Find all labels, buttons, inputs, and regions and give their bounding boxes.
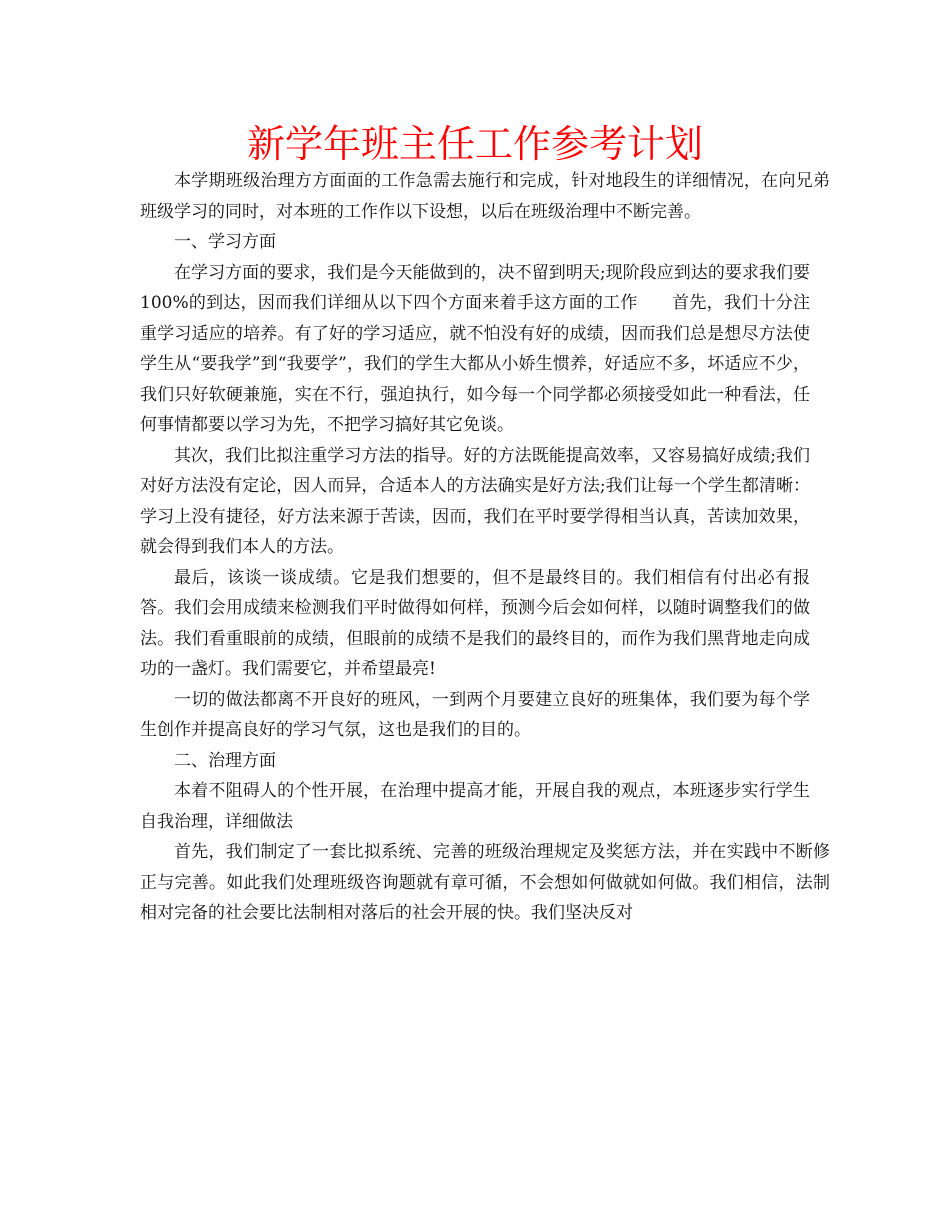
paragraph-rules: 首先，我们制定了一套比拟系统、完善的班级治理规定及奖惩方法，并在实践中不断修正与完善。如此我们处理班级咨询题就有章可循，不会想如何做就如何做。我们相信，法制相对完备的社会要比法制相对落后的社会开展的快。我们坚决反对 <box>140 842 830 923</box>
section-heading-study: 一、学习方面 <box>174 232 276 252</box>
section-heading-management: 二、治理方面 <box>174 750 276 771</box>
paragraph-study-methods: 其次，我们比拟注重学习方法的指导。好的方法既能提高效率，又容易搞好成绩;我们对好方法没有定论，因人而异，合适本人的方法确实是好方法;我们让每一个学生都清晰：学习上没有捷径，好方法来源于苦读，因而，我们在平时要学得相当认真，苦读加效果，就会得到我们本人的方法。 <box>140 445 810 557</box>
paragraph-self-management: 本着不阻碍人的个性开展，在治理中提高才能，开展自我的观点，本班逐步实行学生自我治理，详细做法 <box>140 781 810 832</box>
paragraph-intro: 本学期班级治理方方面面的工作急需去施行和完成，针对地段生的详细情况，在向兄弟班级学习的同时，对本班的工作作以下设想，以后在班级治理中不断完善。 <box>140 171 830 222</box>
paragraph-class-spirit: 一切的做法都离不开良好的班风，一到两个月要建立良好的班集体，我们要为每个学生创作并提高良好的学习气氛，这也是我们的目的。 <box>140 689 810 740</box>
document-title: 新学年班主任工作参考计划 <box>246 122 703 166</box>
paragraph-study-requirements: 在学习方面的要求，我们是今天能做到的，决不留到明天;现阶段应到达的要求我们要100%的到达，因而我们详细从以下四个方面来着手这方面的工作 首先，我们十分注重学习适应的培养。有了好的学习适应，就不怕没有好的成绩，因而我们总是想尽方法使学生从“要我学”到“我要学”，我们的学生大都从小娇生惯养，好适应不多，坏适应不少，我们只好软硬兼施，实在不行，强迫执行，如今每一个同学都必须接受如此一种看法，任何事情都要以学习为先，不把学习搞好其它免谈。 <box>140 262 810 435</box>
paragraph-grades: 最后，该谈一谈成绩。它是我们想要的，但不是最终目的。我们相信有付出必有报答。我们会用成绩来检测我们平时做得如何样，预测今后会如何样，以随时调整我们的做法。我们看重眼前的成绩，但眼前的成绩不是我们的最终目的，而作为我们黑背地走向成功的一盏灯。我们需要它，并希望最亮! <box>140 567 810 679</box>
document-body <box>140 166 830 929</box>
